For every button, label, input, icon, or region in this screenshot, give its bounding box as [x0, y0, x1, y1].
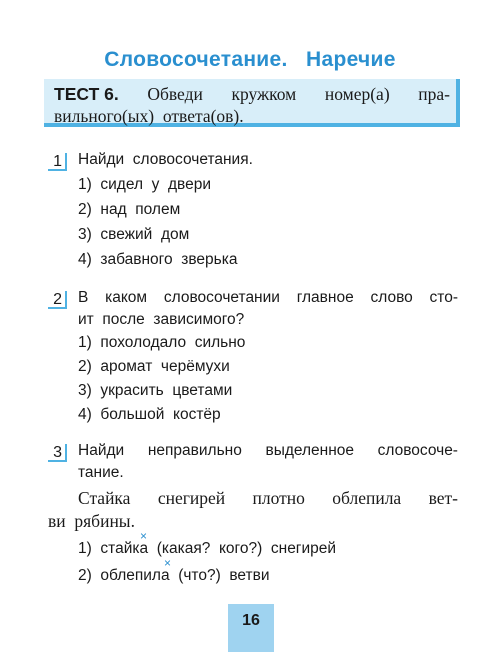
- test-word: номер(а): [324, 84, 390, 104]
- question-word: слово: [370, 289, 413, 306]
- cross-mark-icon: ×: [140, 529, 148, 543]
- question-word: словосочетании: [163, 289, 280, 306]
- question-text-line2: тание.: [78, 464, 124, 481]
- answer-option[interactable]: 1) сидел у двери: [78, 176, 211, 193]
- page-number: 16: [242, 612, 260, 629]
- question-text: [78, 440, 458, 484]
- question-number: 3: [48, 444, 67, 462]
- page-number-tab: [228, 604, 274, 652]
- sentence-word: снегирей: [157, 488, 226, 508]
- question-word: словосоче-: [377, 442, 458, 459]
- question-word: сто-: [429, 289, 458, 306]
- question-text: [78, 287, 458, 331]
- answer-option[interactable]: 4) большой костёр: [78, 406, 221, 423]
- answer-option[interactable]: 3) украсить цветами: [78, 382, 233, 399]
- question-word: выделенное: [265, 442, 355, 459]
- question-word: Найди: [78, 442, 125, 459]
- answer-option[interactable]: 2) облепила (что?) ветви: [78, 567, 270, 584]
- answer-option[interactable]: 2) над полем: [78, 201, 181, 218]
- answer-option[interactable]: 4) забавного зверька: [78, 251, 238, 268]
- test-instruction-line2: вильного(ых) ответа(ов).: [54, 106, 244, 126]
- page-title: Словосочетание. Наречие: [104, 48, 396, 71]
- sentence-line2: ви рябины.: [48, 511, 135, 531]
- cross-mark-icon: ×: [164, 556, 172, 570]
- answer-option[interactable]: 3) свежий дом: [78, 226, 190, 243]
- answer-option[interactable]: 2) аромат черёмухи: [78, 358, 230, 375]
- question-number: 1: [48, 153, 67, 171]
- test-instruction-line1: [54, 83, 450, 105]
- test-word: Обведи: [147, 84, 203, 104]
- sentence-word: плотно: [252, 488, 305, 508]
- question-word: неправильно: [147, 442, 242, 459]
- question-word: главное: [296, 289, 354, 306]
- test-word: пра-: [418, 84, 450, 104]
- sentence-word: вет-: [428, 488, 458, 508]
- question-word: В: [78, 289, 89, 306]
- sentence-word: облепила: [332, 488, 402, 508]
- answer-option[interactable]: 1) похолодало сильно: [78, 334, 246, 351]
- question-number: 2: [48, 291, 67, 309]
- question-text: Найди словосочетания.: [78, 151, 253, 168]
- sentence-word: Стайка: [78, 488, 131, 508]
- question-word: каком: [105, 289, 148, 306]
- question-text-line2: ит после зависимого?: [78, 311, 245, 328]
- test-label: ТЕСТ 6.: [54, 84, 119, 104]
- example-sentence: [48, 487, 458, 533]
- answer-option[interactable]: 1) стайка (какая? кого?) снегирей: [78, 540, 337, 557]
- test-word: кружком: [231, 84, 297, 104]
- test-header-box: [44, 79, 460, 127]
